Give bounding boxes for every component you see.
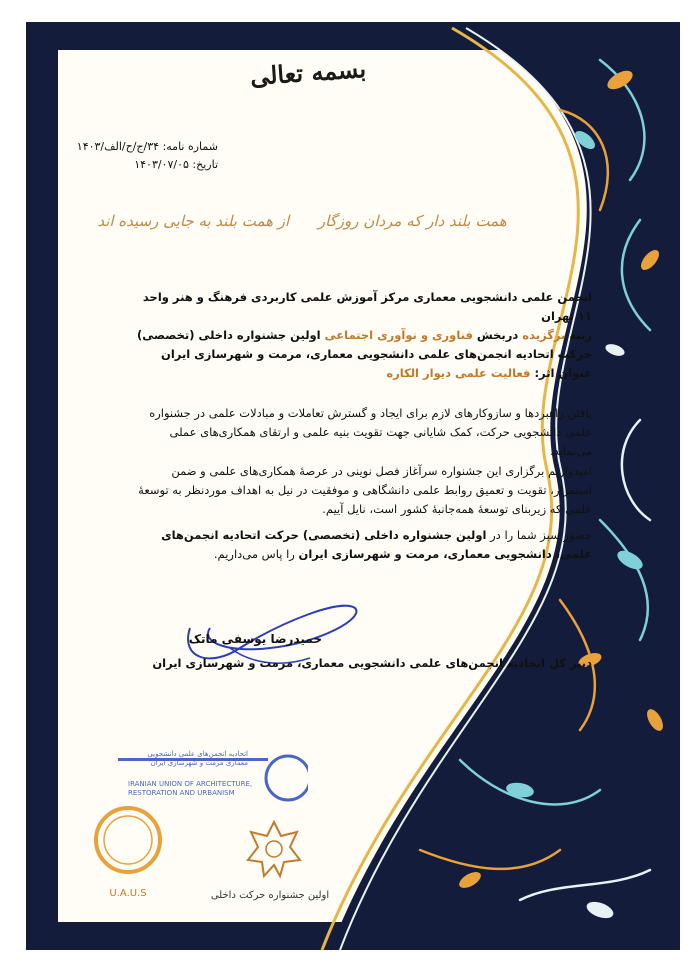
uaus-logo (88, 800, 168, 880)
stamp-persian-text: اتحادیه انجمن‌های علمی دانشجویی معماری مرمت و شهرسازی ایران (147, 750, 248, 767)
body-paragraph-1: یافتن راهبردها و سازوکارهای لازم برای ایجاد و گسترش تعاملات و مبادلات علمی در جشنواره علمی دانشجویی حرکت، کمک شایانی جهت تقویت بنیه علمی و ارتقای همکاری‌های عملی می‌نماید. (149, 406, 592, 458)
letter-number-value: ۳۴/ج/ح/الف/۱۴۰۳ (76, 140, 160, 153)
award-block (132, 288, 592, 383)
stamp-english-text: IRANIAN UNION OF ARCHITECTURE, RESTORATION AND URBANISM (128, 780, 253, 797)
verse-part-1: همت بلند دار که مردان روزگار (317, 212, 507, 230)
body-paragraph-2: امیدواریم برگزاری این جشنواره سرآغاز فصل نوینی در عرصهٔ همکاری‌های علمی و ضمن استمرار، تقویت و تعمیق روابط علمی دانشگاهی و موفقیت در نیل به اهداف موردنظر به توسعهٔ علمی که زیربنای توسعهٔ همه‌جانبهٔ کشور است، نایل آییم. (138, 464, 592, 516)
letter-number (38, 138, 218, 156)
section-value: فناوری و نوآوری اجتماعی (324, 328, 473, 342)
work-title-value: فعالیت علمی دیوار الکاره (386, 366, 531, 380)
p3-end: را پاس می‌داریم. (213, 547, 295, 561)
rank-value: برگزیده (522, 328, 566, 342)
p3-bold: اولین جشنواره داخلی (تخصصی) حرکت اتحادیه انجمن‌های علمی، دانشجویی معماری، مرمت و شهرسازی ایران (161, 528, 592, 561)
award-line-3: حرکت اتحادیه انجمن‌های علمی دانشجویی معماری، مرمت و شهرسازی ایران (161, 347, 592, 361)
work-title-label: عنوان اثر: (534, 366, 592, 380)
award-line-2 (132, 326, 592, 345)
signatory-name: حمیدرضا یوسفی ماتک (188, 632, 322, 646)
festival-logo (244, 818, 304, 878)
festival-name: اولین جشنواره داخلی (تخصصی) (137, 328, 321, 342)
letter-number-label: شماره نامه: (162, 140, 218, 153)
letter-date (38, 156, 218, 174)
award-line-1: انجمن علمی دانشجویی معماری مرکز آموزش علمی کاربردی فرهنگ و هنر واحد ۱۱ تهران (142, 290, 592, 323)
uaus-logo-text: U.A.U.S (109, 888, 147, 899)
poem-verse (92, 212, 512, 230)
award-line-4 (132, 364, 592, 383)
festival-label: اولین جشنواره حرکت داخلی (210, 890, 330, 901)
rank-label: رتبه (569, 328, 592, 342)
verse-part-2: از همت بلند به جایی رسیده اند (97, 212, 290, 230)
signatory-title: دبیر کل اتحادیه انجمن‌های علمی دانشجویی معماری، مرمت و شهرسازی ایران (152, 656, 592, 670)
body-paragraph-3 (132, 526, 592, 564)
section-label: دربخش (476, 328, 519, 342)
p3-start: حضور سبز شما را در (490, 528, 592, 542)
date-value: ۱۴۰۳/۰۷/۰۵ (134, 158, 189, 171)
date-label: تاریخ: (192, 158, 218, 171)
bismillah-calligraphy: بسمه تعالی (249, 53, 367, 92)
